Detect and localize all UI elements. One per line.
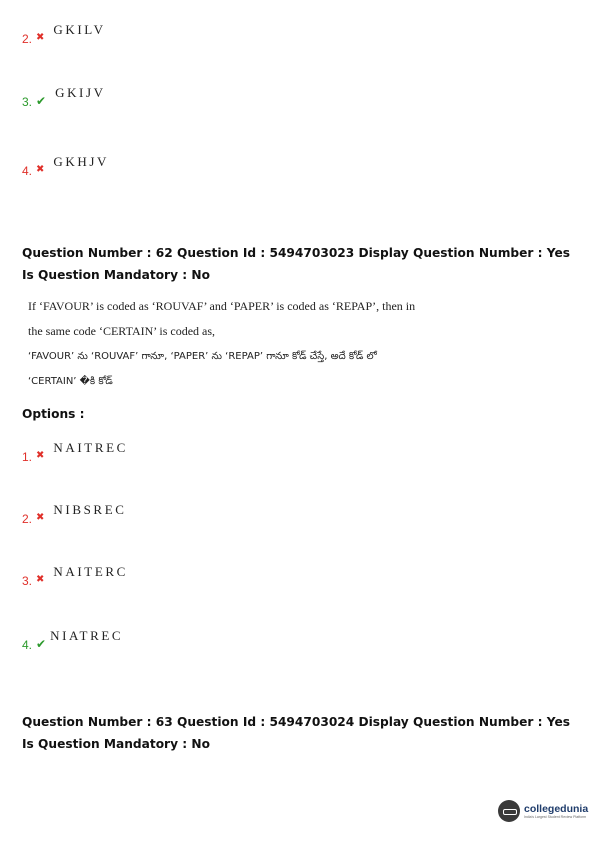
option-2-prev [22,22,106,46]
option-answer: NIBSREC [53,502,127,517]
wrong-icon: ✖ [36,512,45,523]
option-1 [22,440,128,464]
option-number: 3. [22,95,33,109]
question-text-en-line2: the same code ‘CERTAIN’ is coded as, [28,324,216,338]
option-answer: NAITERC [53,564,128,579]
logo-tagline: India's Largest Student Review Platform [524,815,587,819]
option-number: 1. [22,450,33,464]
question-62-text [28,294,448,394]
option-2 [22,502,127,526]
option-number: 2. [22,512,33,526]
option-answer: NIATREC [50,628,124,643]
logo-brand: collegedunia [524,803,589,815]
collegedunia-logo [498,800,588,822]
question-text-te-line2: ‘CERTAIN’ �కి కోడ్ [28,376,113,387]
option-answer: NAITREC [53,440,128,455]
option-3 [22,564,128,588]
logo-text [524,803,588,819]
question-62-header: Question Number : 62 Question Id : 5494703023 Display Question Number : Yes Is Question Mandatory : No [22,246,571,282]
option-answer: GKILV [53,22,106,37]
check-icon: ✔ [36,637,47,651]
mascot-icon [498,800,520,822]
option-3-prev [22,85,106,109]
option-answer: GKHJV [53,154,110,169]
option-number: 4. [22,164,33,178]
option-4-prev [22,154,109,178]
check-icon: ✔ [36,94,47,108]
option-number: 2. [22,32,33,46]
options-label: Options : [22,407,85,421]
wrong-icon: ✖ [36,32,45,43]
question-63-header: Question Number : 63 Question Id : 5494703024 Display Question Number : Yes Is Question Mandatory : No [22,715,571,751]
wrong-icon: ✖ [36,450,45,461]
question-text-te-line1: ‘FAVOUR’ ను ‘ROUVAF’ గానూ, ‘PAPER’ ను ‘REPAP’ గానూ కోడ్ చేస్తే, అదే కోడ్ లో [28,351,377,362]
question-text-en-line1: If ‘FAVOUR’ is coded as ‘ROUVAF’ and ‘PAPER’ is coded as ‘REPAP’, then in [28,299,416,313]
option-number: 4. [22,638,33,652]
option-number: 3. [22,574,33,588]
wrong-icon: ✖ [36,164,45,175]
option-answer: GKIJV [55,85,106,100]
option-4 [22,628,123,652]
wrong-icon: ✖ [36,574,45,585]
